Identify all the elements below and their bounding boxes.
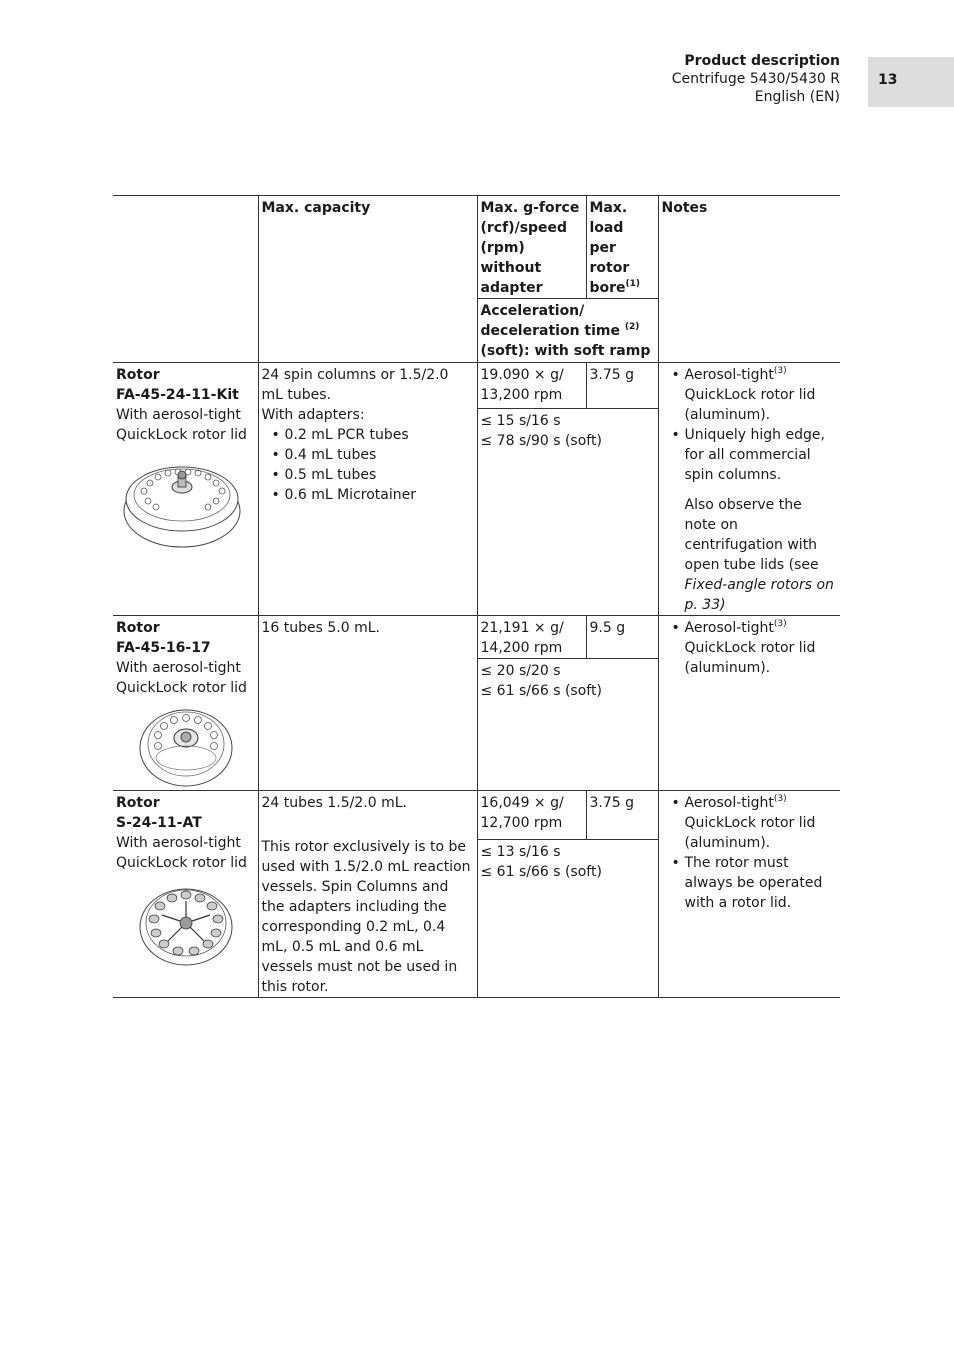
capacity-cell xyxy=(258,616,477,791)
header-notes: Notes xyxy=(658,196,840,363)
capacity-text: 24 spin columns or 1.5/2.0 mL tubes. xyxy=(261,367,449,403)
rotor-description: With aerosol-tight QuickLock rotor lid xyxy=(116,407,247,443)
speed-value: 14,200 rpm xyxy=(480,640,563,656)
rotor-name: FA-45-16-17 xyxy=(116,640,211,656)
load-cell: 3.75 g xyxy=(586,791,658,840)
notes-list xyxy=(662,793,838,913)
header-accel: Acceleration/ deceleration time $^{(2)}$ (soft): with soft ramp xyxy=(477,299,658,363)
rotor-cell xyxy=(113,363,258,616)
section-title: Product description xyxy=(684,53,840,69)
speed-value: 13,200 rpm xyxy=(480,387,563,403)
rotor-fa-45-24-11-kit-image xyxy=(116,451,256,551)
gforce-value: 16,049 × g/ xyxy=(480,795,564,811)
notes-cell xyxy=(658,791,840,998)
list-item: • 0.2 mL PCR tubes xyxy=(262,425,474,445)
capacity-cell xyxy=(258,791,477,998)
rotor-table xyxy=(113,195,840,998)
header-gforce: Max. g-force (rcf)/speed (rpm) without adapter xyxy=(477,196,586,299)
rotor-s-24-11-at-image xyxy=(116,879,256,969)
list-item: • 0.4 mL tubes xyxy=(262,445,474,465)
page-header xyxy=(672,52,840,106)
capacity-extra: This rotor exclusively is to be used with 1.5/2.0 mL reaction vessels. Spin Columns and the adapters including the corresponding 0.2 mL, 0.4 mL, 0.5 mL and 0.6 mL vessels must not be used in this rotor. xyxy=(261,839,471,995)
list-item: • Uniquely high edge, for all commercial spin columns. xyxy=(662,425,838,485)
list-item: • Aerosol-tight$^{(3)}$ QuickLock rotor lid (aluminum). xyxy=(662,365,838,425)
rotor-name: FA-45-24-11-Kit xyxy=(116,387,239,403)
notes-list xyxy=(662,365,838,485)
rotor-description: With aerosol-tight QuickLock rotor lid xyxy=(116,660,247,696)
gforce-value: 19.090 × g/ xyxy=(480,367,564,383)
rotor-fa-45-16-17-image xyxy=(116,704,256,790)
product-name: Centrifuge 5430/5430 R xyxy=(671,71,840,87)
notes-cell xyxy=(658,363,840,616)
list-item: • The rotor must always be operated with a rotor lid. xyxy=(662,853,838,913)
accel-cell xyxy=(477,659,658,791)
header-load: Max. load per rotor bore$^{(1)}$ xyxy=(586,196,658,299)
accel-value: ≤ 20 s/20 s xyxy=(480,663,561,679)
rotor-label: Rotor xyxy=(116,620,160,636)
page-number: 13 xyxy=(868,57,954,107)
list-item: • 0.6 mL Microtainer xyxy=(262,485,474,505)
rotor-cell xyxy=(113,791,258,998)
list-item: • Aerosol-tight$^{(3)}$ QuickLock rotor lid (aluminum). xyxy=(662,793,838,853)
header-empty-cell xyxy=(113,196,258,363)
list-item: • Aerosol-tight$^{(3)}$ QuickLock rotor lid (aluminum). xyxy=(662,618,838,678)
language-label: English (EN) xyxy=(754,89,840,105)
rotor-description: With aerosol-tight QuickLock rotor lid xyxy=(116,835,247,871)
load-cell: 9.5 g xyxy=(586,616,658,659)
accel-soft-value: ≤ 61 s/66 s (soft) xyxy=(480,683,602,699)
accel-soft-value: ≤ 78 s/90 s (soft) xyxy=(480,433,602,450)
capacity-cell xyxy=(258,363,477,616)
note-paragraph: Also observe the note on centrifugation with open tube lids (see Fixed-angle rotors on p. 33) xyxy=(684,497,834,613)
gforce-cell xyxy=(477,363,586,409)
accel-cell xyxy=(477,839,658,997)
capacity-text: 16 tubes 5.0 mL. xyxy=(261,620,380,636)
rotor-label: Rotor xyxy=(116,367,160,383)
gforce-cell xyxy=(477,791,586,840)
load-cell: 3.75 g xyxy=(586,363,658,409)
accel-value: ≤ 15 s/16 s xyxy=(480,413,561,430)
speed-value: 12,700 rpm xyxy=(480,815,563,831)
gforce-value: 21,191 × g/ xyxy=(480,620,564,636)
notes-list xyxy=(662,618,838,678)
rotor-label: Rotor xyxy=(116,795,160,811)
adapter-list xyxy=(262,425,474,505)
capacity-extra: With adapters: xyxy=(261,407,365,423)
capacity-text: 24 tubes 1.5/2.0 mL. xyxy=(261,795,407,811)
rotor-cell xyxy=(113,616,258,791)
accel-soft-value: ≤ 61 s/66 s (soft) xyxy=(480,863,602,880)
notes-cell xyxy=(658,616,840,791)
rotor-name: S-24-11-AT xyxy=(116,815,202,831)
accel-cell xyxy=(477,409,658,616)
header-capacity: Max. capacity xyxy=(258,196,477,363)
gforce-cell xyxy=(477,616,586,659)
accel-value: ≤ 13 s/16 s xyxy=(480,843,561,860)
list-item: • 0.5 mL tubes xyxy=(262,465,474,485)
